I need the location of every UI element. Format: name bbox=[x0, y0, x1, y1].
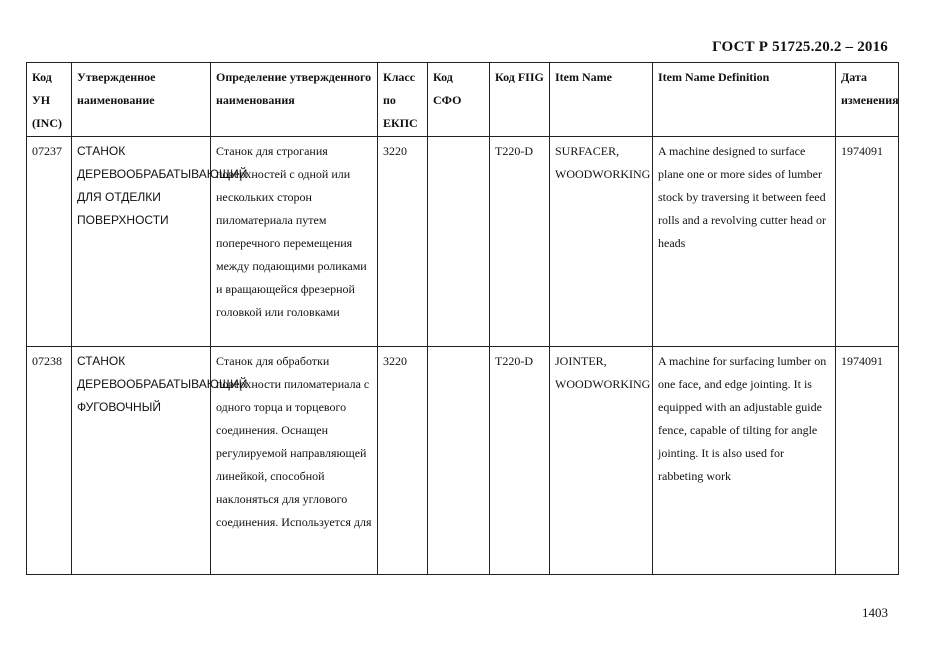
col-header-item-name: Item Name bbox=[550, 63, 653, 137]
table-header-row bbox=[27, 63, 899, 137]
table-row bbox=[27, 347, 899, 575]
cell-inc: 07237 bbox=[27, 137, 72, 347]
col-header-definition: Определение утвержденного наименования bbox=[211, 63, 378, 137]
cell-sfo-code bbox=[428, 137, 490, 347]
cell-definition: Станок для строгания поверхностей с одной или нескольких сторон пиломатериала путем поперечного перемещения между подающими роликами и вращающейся фрезерной головкой или головками bbox=[211, 137, 378, 347]
cell-item-name-definition: A machine designed to surface plane one or more sides of lumber stock by traversing it between feed rolls and a revolving cutter head or heads bbox=[653, 137, 836, 347]
cell-change-date: 1974091 bbox=[836, 137, 899, 347]
cell-change-date: 1974091 bbox=[836, 347, 899, 575]
cell-item-name: JOINTER, WOODWORKING bbox=[550, 347, 653, 575]
col-header-approved-name: Утвержденное наименование bbox=[72, 63, 211, 137]
cell-fiig-code: T220-D bbox=[490, 347, 550, 575]
cell-ekps-class: 3220 bbox=[378, 137, 428, 347]
cell-approved-name: СТАНОК ДЕРЕВООБРАБАТЫВАЮЩИЙ ФУГОВОЧНЫЙ bbox=[72, 347, 211, 575]
document-code: ГОСТ Р 51725.20.2 – 2016 bbox=[712, 39, 888, 55]
cell-item-name: SURFACER, WOODWORKING bbox=[550, 137, 653, 347]
cell-fiig-code: T220-D bbox=[490, 137, 550, 347]
page-number: 1403 bbox=[862, 605, 888, 620]
col-header-item-name-definition: Item Name Definition bbox=[653, 63, 836, 137]
cell-inc: 07238 bbox=[27, 347, 72, 575]
col-header-ekps-class: Класс по ЕКПС bbox=[378, 63, 428, 137]
cell-item-name-definition: A machine for surfacing lumber on one face, and edge jointing. It is equipped with an adjustable guide fence, capable of tilting for angle jointing. It is also used for rabbeting work bbox=[653, 347, 836, 575]
cell-definition: Станок для обработки поверхности пиломатериала с одного торца и торцевого соединения. Оснащен регулируемой направляющей линейкой, способной наклоняться для углового соединения. Используется для bbox=[211, 347, 378, 575]
cell-sfo-code bbox=[428, 347, 490, 575]
col-header-change-date: Дата изменения bbox=[836, 63, 899, 137]
classification-table bbox=[26, 62, 899, 575]
cell-approved-name: СТАНОК ДЕРЕВООБРАБАТЫВАЮЩИЙ ДЛЯ ОТДЕЛКИ ПОВЕРХНОСТИ bbox=[72, 137, 211, 347]
col-header-inc: Код УН (INC) bbox=[27, 63, 72, 137]
col-header-sfo-code: Код СФО bbox=[428, 63, 490, 137]
table-row bbox=[27, 137, 899, 347]
col-header-fiig-code: Код FIIG bbox=[490, 63, 550, 137]
cell-ekps-class: 3220 bbox=[378, 347, 428, 575]
